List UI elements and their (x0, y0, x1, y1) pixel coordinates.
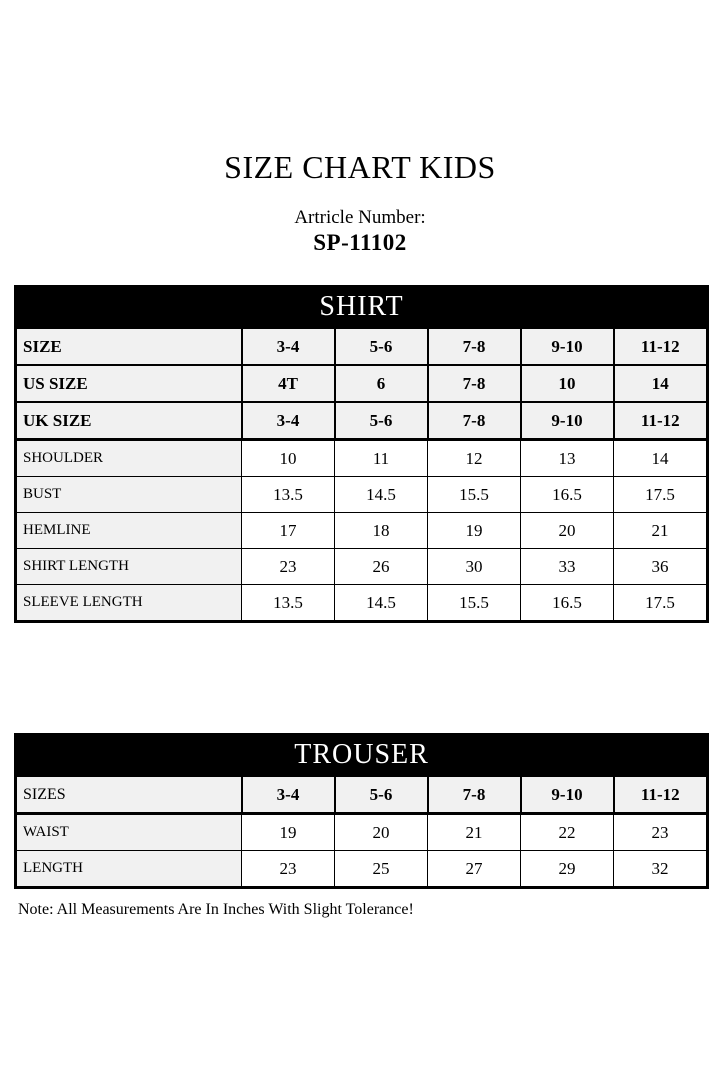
row-label: SIZES (16, 776, 242, 814)
shirt-table-title-row (16, 287, 708, 328)
value-cell: 9-10 (521, 328, 614, 366)
value-cell: 5-6 (335, 776, 428, 814)
value-cell: 7-8 (428, 328, 521, 366)
value-cell: 14.5 (335, 585, 428, 622)
row-label: US SIZE (16, 365, 242, 402)
value-cell: 4T (242, 365, 335, 402)
value-cell: 23 (242, 549, 335, 585)
row-label: SIZE (16, 328, 242, 366)
table-row (16, 776, 708, 814)
article-number-value: SP-11102 (313, 230, 407, 255)
value-cell: 17 (242, 513, 335, 549)
trouser-table-body (16, 776, 708, 888)
value-cell: 11-12 (614, 328, 708, 366)
value-cell: 7-8 (428, 365, 521, 402)
value-cell: 6 (335, 365, 428, 402)
note-text: Note: All Measurements Are In Inches With Slight Tolerance! (18, 901, 414, 918)
value-cell: 19 (428, 513, 521, 549)
table-row (16, 477, 708, 513)
table-row (16, 365, 708, 402)
value-cell: 9-10 (521, 776, 614, 814)
value-cell: 13.5 (242, 477, 335, 513)
shirt-table-title: SHIRT (16, 287, 708, 328)
value-cell: 20 (335, 814, 428, 851)
value-cell: 15.5 (428, 585, 521, 622)
value-cell: 13 (521, 440, 614, 477)
table-row (16, 814, 708, 851)
value-cell: 5-6 (335, 328, 428, 366)
table-row (16, 549, 708, 585)
value-cell: 23 (242, 851, 335, 888)
row-label: HEMLINE (16, 513, 242, 549)
value-cell: 21 (428, 814, 521, 851)
value-cell: 17.5 (614, 585, 708, 622)
value-cell: 10 (242, 440, 335, 477)
value-cell: 29 (521, 851, 614, 888)
value-cell: 32 (614, 851, 708, 888)
value-cell: 13.5 (242, 585, 335, 622)
value-cell: 14 (614, 365, 708, 402)
value-cell: 11-12 (614, 776, 708, 814)
row-label: UK SIZE (16, 402, 242, 440)
shirt-size-table (14, 285, 709, 623)
value-cell: 7-8 (428, 776, 521, 814)
value-cell: 27 (428, 851, 521, 888)
table-row (16, 440, 708, 477)
table-row (16, 585, 708, 622)
value-cell: 18 (335, 513, 428, 549)
value-cell: 14.5 (335, 477, 428, 513)
value-cell: 15.5 (428, 477, 521, 513)
shirt-table-body (16, 328, 708, 622)
row-label: SLEEVE LENGTH (16, 585, 242, 622)
trouser-table-title: TROUSER (16, 735, 708, 776)
value-cell: 25 (335, 851, 428, 888)
value-cell: 17.5 (614, 477, 708, 513)
value-cell: 21 (614, 513, 708, 549)
row-label: WAIST (16, 814, 242, 851)
value-cell: 30 (428, 549, 521, 585)
table-row (16, 513, 708, 549)
table-row (16, 328, 708, 366)
value-cell: 12 (428, 440, 521, 477)
value-cell: 5-6 (335, 402, 428, 440)
value-cell: 9-10 (521, 402, 614, 440)
value-cell: 33 (521, 549, 614, 585)
value-cell: 26 (335, 549, 428, 585)
value-cell: 14 (614, 440, 708, 477)
trouser-size-table (14, 733, 709, 889)
row-label: LENGTH (16, 851, 242, 888)
value-cell: 16.5 (521, 585, 614, 622)
trouser-table-title-row (16, 735, 708, 776)
value-cell: 3-4 (242, 402, 335, 440)
value-cell: 7-8 (428, 402, 521, 440)
value-cell: 19 (242, 814, 335, 851)
value-cell: 16.5 (521, 477, 614, 513)
value-cell: 3-4 (242, 776, 335, 814)
value-cell: 11-12 (614, 402, 708, 440)
value-cell: 20 (521, 513, 614, 549)
table-row (16, 851, 708, 888)
value-cell: 11 (335, 440, 428, 477)
article-number-label: Artricle Number: (294, 207, 426, 228)
value-cell: 23 (614, 814, 708, 851)
row-label: SHOULDER (16, 440, 242, 477)
row-label: SHIRT LENGTH (16, 549, 242, 585)
page-title: SIZE CHART KIDS (224, 149, 496, 185)
table-row (16, 402, 708, 440)
row-label: BUST (16, 477, 242, 513)
value-cell: 22 (521, 814, 614, 851)
value-cell: 36 (614, 549, 708, 585)
value-cell: 3-4 (242, 328, 335, 366)
value-cell: 10 (521, 365, 614, 402)
